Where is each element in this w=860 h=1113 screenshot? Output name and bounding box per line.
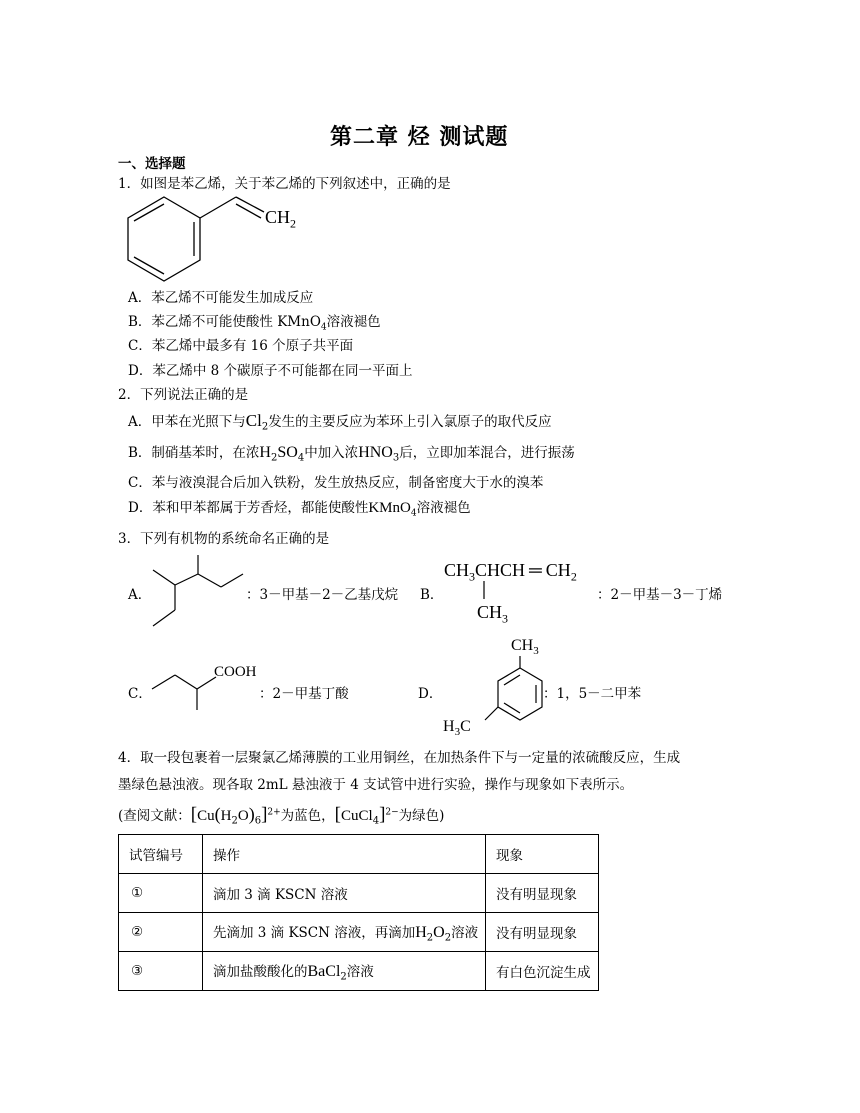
section-heading: 一、选择题	[118, 156, 186, 172]
q3-option-a-label: A．	[128, 587, 152, 603]
q3-option-d-label: D．	[418, 686, 443, 702]
q2-option-d: D．苯和甲苯都属于芳香烃，都能使酸性KMnO$_4$溶液褪色	[128, 500, 471, 519]
table-cell-op: 滴加盐酸酸化的BaCl$_2$溶液	[203, 952, 486, 991]
table-header-row	[119, 835, 599, 874]
styrene-structure	[118, 190, 318, 285]
q3-option-b-label: B．	[420, 587, 444, 603]
table-cell-no: ①	[119, 874, 203, 913]
styrene-ch2-label: $CH_2$	[265, 207, 297, 231]
q3-a-skeletal-structure	[148, 552, 248, 632]
table-row	[119, 952, 599, 991]
q1-option-b: B．苯乙烯不可能使酸性 KMnO$_4$溶液褪色	[128, 314, 381, 333]
q1-option-d: D．苯乙烯中 8 个碳原子不可能都在同一平面上	[128, 363, 413, 379]
q3-option-b-name: ：2－甲基－3－丁烯	[597, 587, 723, 603]
q3-d-top-methyl: $CH_3$	[511, 637, 539, 658]
q3-c-cooh: COOH	[214, 664, 257, 680]
q4-line2: 墨绿色悬浊液。现各取 2mL 悬浊液于 4 支试管中进行实验，操作与现象如下表所示。	[118, 777, 634, 793]
q4-line1: 4．取一段包裹着一层聚氯乙烯薄膜的工业用铜丝，在加热条件下与一定量的浓硫酸反应，生成	[118, 750, 681, 766]
q2-stem: 2．下列说法正确的是	[118, 387, 249, 403]
table-cell-op: 滴加 3 滴 KSCN 溶液	[203, 874, 486, 913]
q3-d-bottom-methyl: $H_3C$	[443, 718, 471, 739]
table-cell-no: ②	[119, 913, 203, 952]
q2-option-b: B．制硝基苯时，在浓$H_2SO_4$中加入浓$HNO_3$后，立即加苯混合，进行振荡	[128, 444, 575, 464]
table-header-cell: 操作	[203, 835, 486, 874]
q3-option-c-label: C．	[128, 686, 152, 702]
table-header-cell: 试管编号	[119, 835, 203, 874]
table-row	[119, 913, 599, 952]
q2-option-a: A．甲苯在光照下与$Cl_2$发生的主要反应为苯环上引入氯原子的取代反应	[128, 411, 552, 433]
table-row	[119, 874, 599, 913]
q1-option-c: C．苯乙烯中最多有 16 个原子共平面	[128, 338, 354, 354]
q3-option-c-name: ：2－甲基丁酸	[259, 686, 349, 702]
table-cell-res: 有白色沉淀生成	[486, 952, 599, 991]
q4-reference: (查阅文献：$[Cu(H_2O)_6]^{2+}$为蓝色，[CuCl$_4$]$^{2-}$为绿色)	[118, 804, 445, 827]
q3-b-branch: $CH_3$	[477, 602, 509, 626]
table-cell-res: 没有明显现象	[486, 874, 599, 913]
table-header-cell: 现象	[486, 835, 599, 874]
table-cell-op: 先滴加 3 滴 KSCN 溶液，再滴加$H_2O_2$溶液	[203, 913, 486, 952]
q3-stem: 3．下列有机物的系统命名正确的是	[118, 531, 330, 547]
q3-option-a-name: ：3－甲基－2－乙基戊烷	[246, 587, 399, 603]
q3-b-branch-bond	[483, 581, 487, 603]
experiment-table	[118, 834, 599, 991]
q3-b-formula: $CH_3CHCH$ ═ $CH_2$	[444, 560, 577, 584]
table-cell-res: 没有明显现象	[486, 913, 599, 952]
q2-option-c: C．苯与液溴混合后加入铁粉，发生放热反应，制备密度大于水的溴苯	[128, 475, 544, 491]
q1-option-a: A．苯乙烯不可能发生加成反应	[128, 290, 314, 306]
page-title: 第二章 烃 测试题	[330, 124, 509, 150]
q3-option-d-name: ：1，5－二甲苯	[543, 686, 642, 702]
table-cell-no: ③	[119, 952, 203, 991]
q1-stem: 1．如图是苯乙烯，关于苯乙烯的下列叙述中，正确的是	[118, 176, 451, 192]
